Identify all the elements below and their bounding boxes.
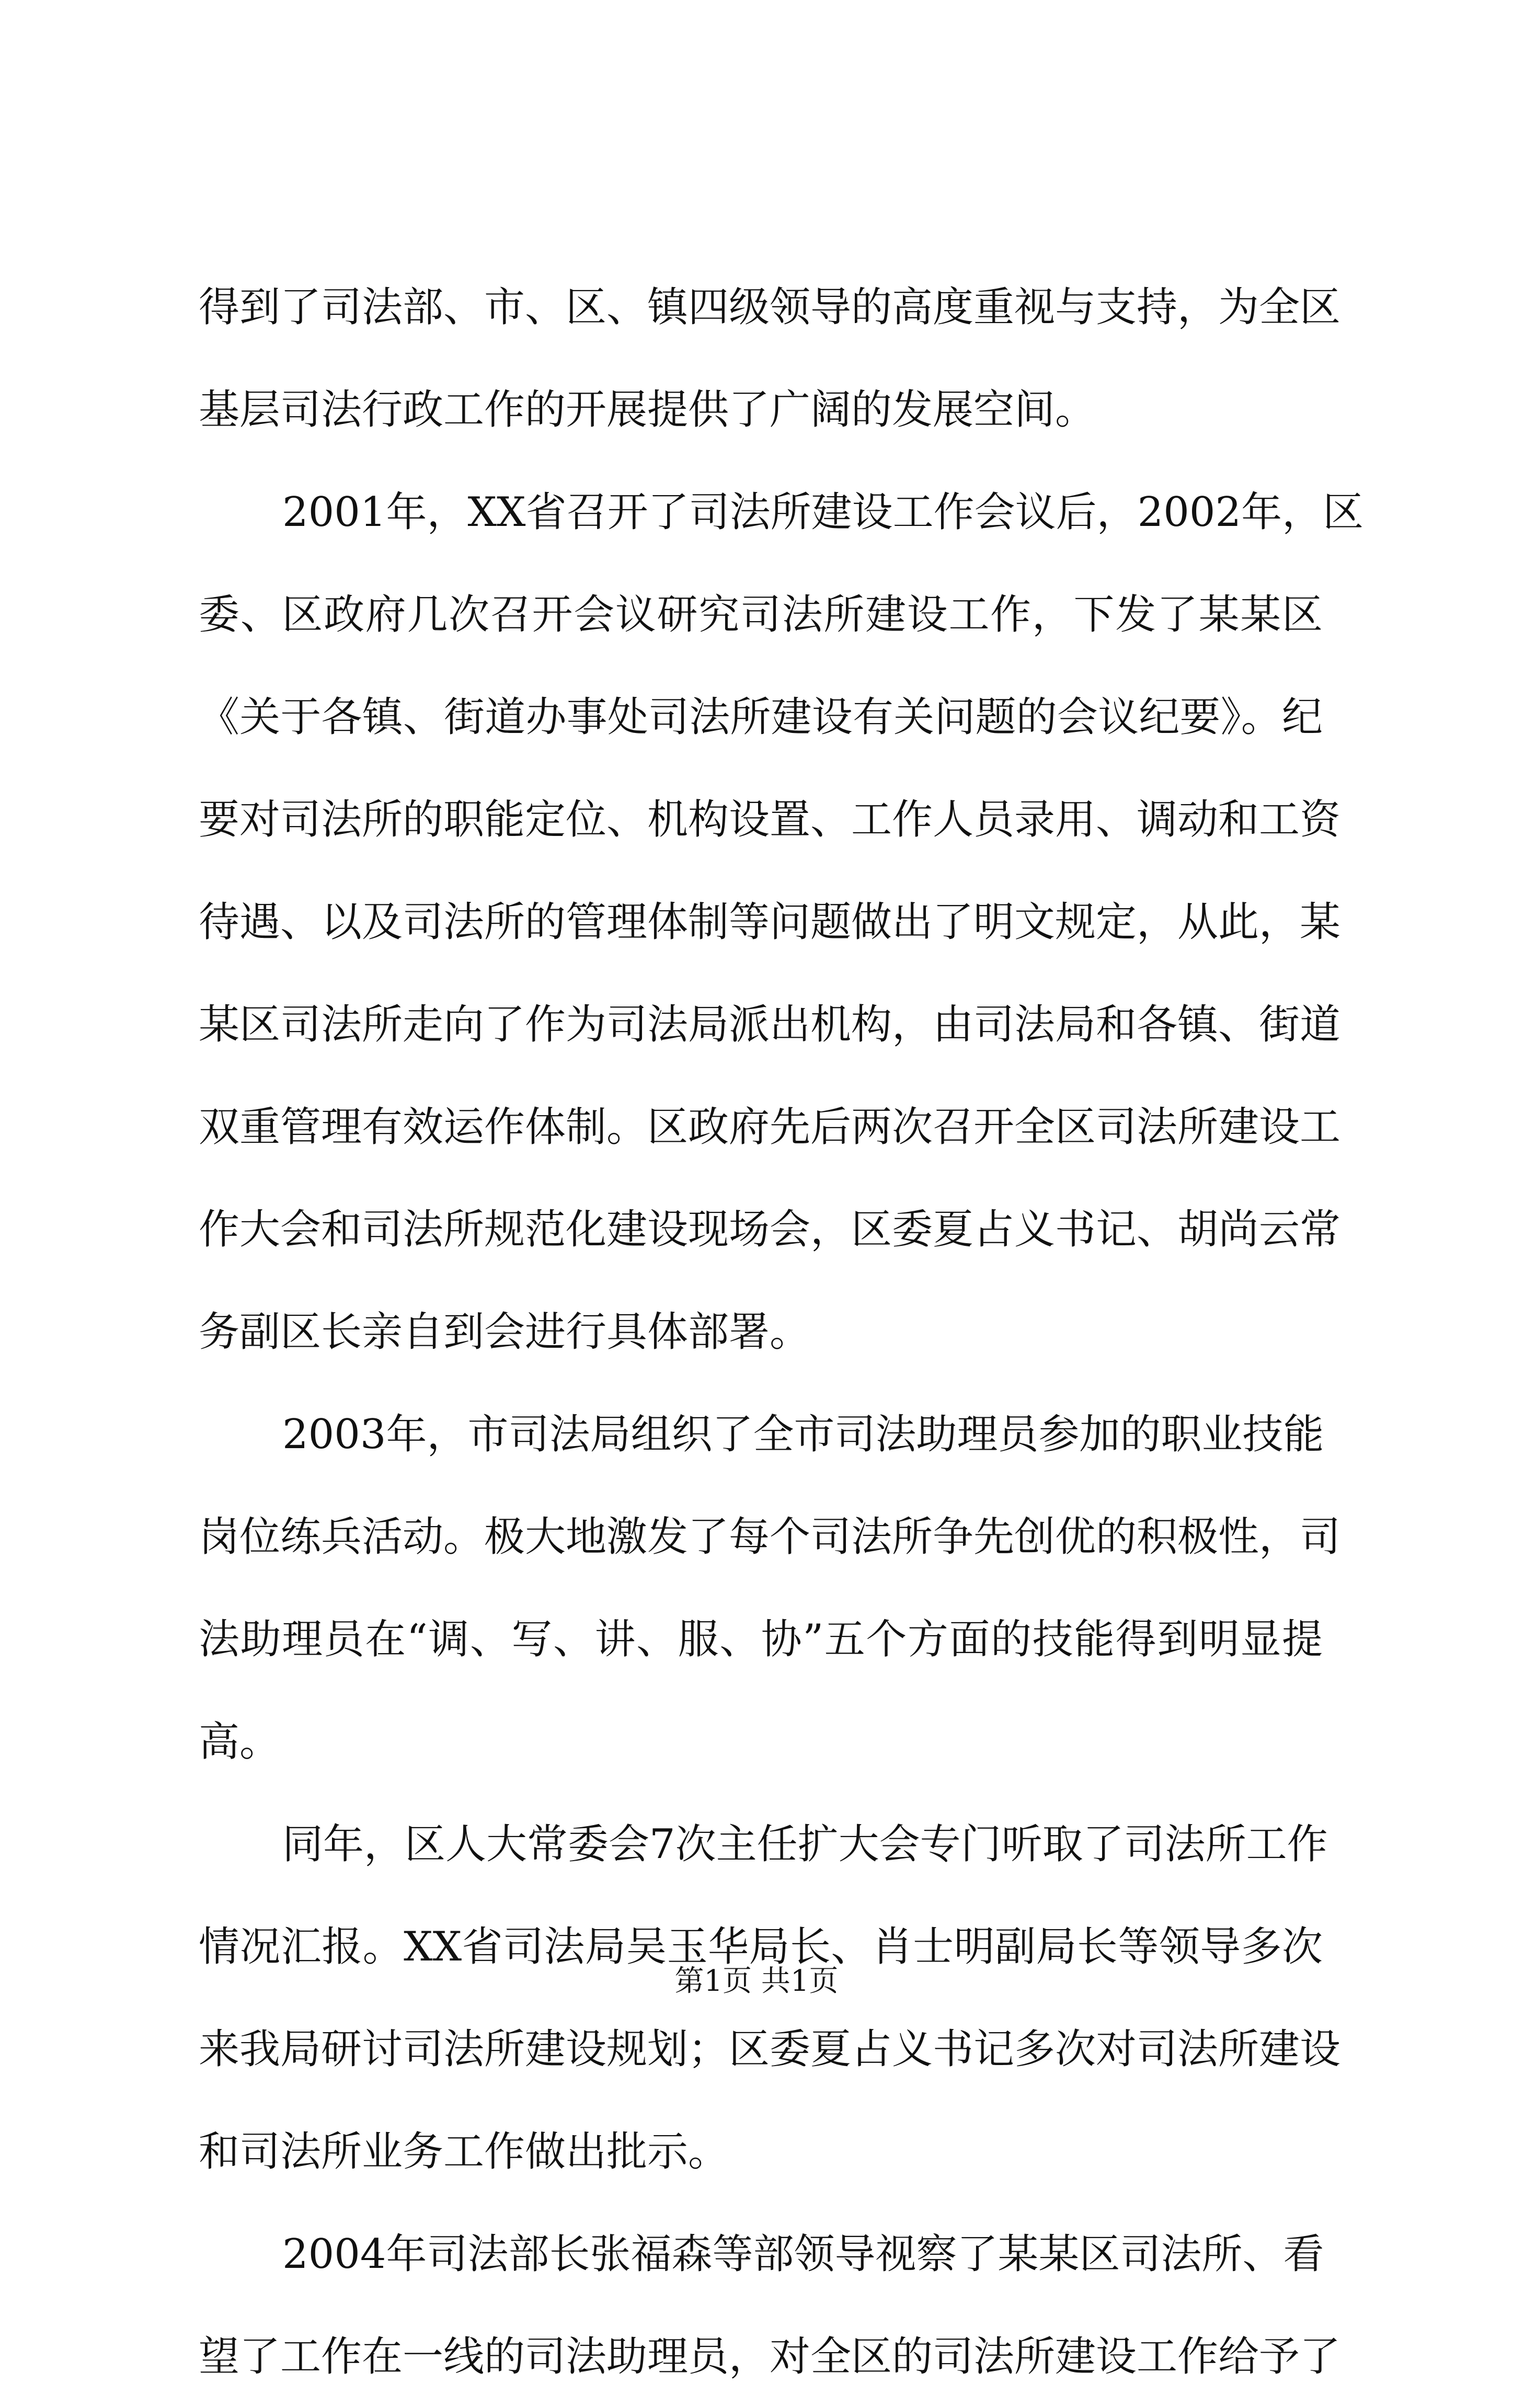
text-line: 法助理员在“调、写、讲、服、协”五个方面的技能得到明显提: [199, 1616, 1323, 1663]
text-line: 《关于各镇、街道办事处司法所建设有关问题的会议纪要》。纪: [199, 694, 1323, 741]
text-line: 望了工作在一线的司法助理员，对全区的司法所建设工作给予了: [199, 2333, 1341, 2380]
text-line: 双重管理有效运作体制。区政府先后两次召开全区司法所建设工: [199, 1104, 1341, 1151]
text-line: 作大会和司法所规范化建设现场会，区委夏占义书记、胡尚云常: [199, 1206, 1341, 1253]
text-line: 基层司法行政工作的开展提供了广阔的发展空间。: [199, 386, 1096, 433]
text-line: 务副区长亲自到会进行具体部署。: [199, 1309, 811, 1356]
text-line: 某区司法所走向了作为司法局派出机构，由司法局和各镇、街道: [199, 1001, 1341, 1048]
text-line: 待遇、以及司法所的管理体制等问题做出了明文规定，从此，某: [199, 899, 1341, 946]
text-line: 2004年司法部长张福森等部领导视察了某某区司法所、看: [282, 2231, 1324, 2278]
text-line: 得到了司法部、市、区、镇四级领导的高度重视与支持，为全区: [199, 284, 1341, 331]
text-line: 情况汇报。XX省司法局吴玉华局长、肖士明副局长等领导多次: [199, 1923, 1323, 1970]
text-line: 高。: [199, 1718, 281, 1765]
text-line: 2001年，XX省召开了司法所建设工作会议后，2002年，区: [282, 489, 1364, 536]
text-line: 2003年，市司法局组织了全市司法助理员参加的职业技能: [282, 1411, 1324, 1458]
page-number-footer: 第1页 共1页: [674, 1964, 839, 1998]
text-line: 要对司法所的职能定位、机构设置、工作人员录用、调动和工资: [199, 796, 1341, 843]
text-line: 委、区政府几次召开会议研究司法所建设工作，下发了某某区: [199, 591, 1323, 638]
text-line: 同年，区人大常委会7次主任扩大会专门听取了司法所工作: [282, 1821, 1328, 1868]
text-line: 岗位练兵活动。极大地激发了每个司法所争先创优的积极性，司: [199, 1513, 1341, 1561]
text-line: 和司法所业务工作做出批示。: [199, 2128, 729, 2175]
text-line: 来我局研讨司法所建设规划；区委夏占义书记多次对司法所建设: [199, 2026, 1341, 2073]
document-body: [199, 256, 1364, 2408]
